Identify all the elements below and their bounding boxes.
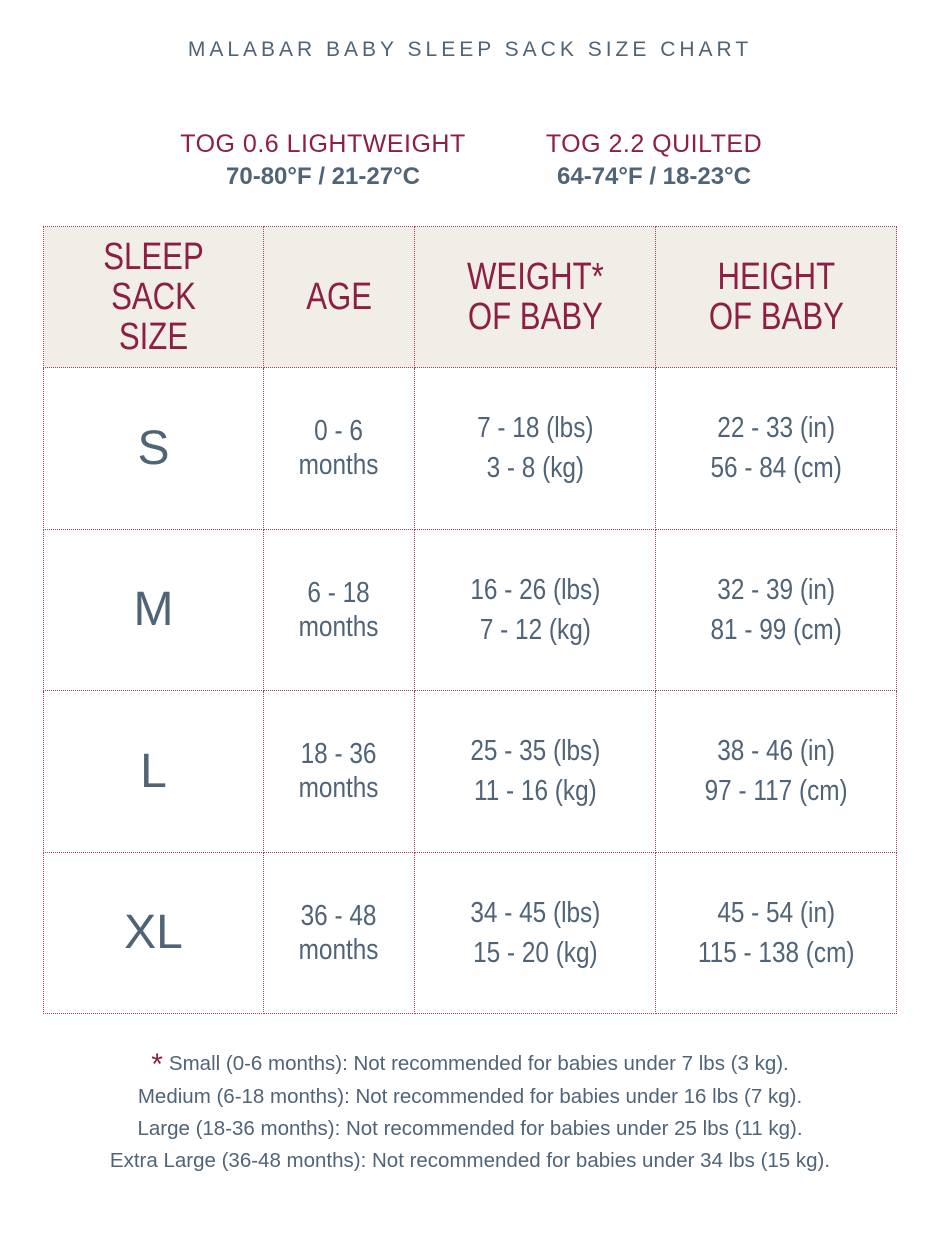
- weight-cell: 34 - 45 (lbs) 15 - 20 (kg): [415, 852, 656, 1014]
- height-cell: 38 - 46 (in) 97 - 117 (cm): [656, 691, 897, 853]
- tog-temp: 64-74°F / 18-23°C: [557, 163, 751, 190]
- size-label: L: [44, 691, 264, 853]
- table-row: [44, 852, 897, 1014]
- tog-temp: 70-80°F / 21-27°C: [226, 163, 420, 190]
- height-cell: 32 - 39 (in) 81 - 99 (cm): [656, 529, 897, 691]
- height-cell: 45 - 54 (in) 115 - 138 (cm): [656, 852, 897, 1014]
- table-row: [44, 529, 897, 691]
- header-weight: WEIGHT* OF BABY: [415, 227, 656, 368]
- age-cell: 6 - 18 months: [264, 529, 415, 691]
- footnote-line: * Small (0-6 months): Not recommended for babies under 7 lbs (3 kg).: [151, 1048, 789, 1081]
- age-cell: 36 - 48 months: [264, 852, 415, 1014]
- weight-cell: 7 - 18 (lbs) 3 - 8 (kg): [415, 368, 656, 530]
- footnotes: [0, 1048, 940, 1177]
- size-chart-table: [43, 226, 897, 1014]
- footnote-line: Extra Large (36-48 months): Not recommended for babies under 34 lbs (15 kg).: [109, 1149, 831, 1172]
- tog-quilted: [494, 130, 814, 191]
- page-title: MALABAR BABY SLEEP SACK SIZE CHART: [187, 38, 753, 61]
- table-row: [44, 368, 897, 530]
- weight-cell: 16 - 26 (lbs) 7 - 12 (kg): [415, 529, 656, 691]
- asterisk-mark: *: [151, 1048, 163, 1081]
- header-age: AGE: [264, 227, 415, 368]
- size-label: S: [44, 368, 264, 530]
- footnote-line: Large (18-36 months): Not recommended for babies under 25 lbs (11 kg).: [137, 1117, 803, 1140]
- header-height: HEIGHT OF BABY: [656, 227, 897, 368]
- age-cell: 18 - 36 months: [264, 691, 415, 853]
- header-sleep-sack-size: SLEEP SACK SIZE: [44, 227, 264, 368]
- size-label: XL: [44, 852, 264, 1014]
- size-label: M: [44, 529, 264, 691]
- footnote-line: Medium (6-18 months): Not recommended for babies under 16 lbs (7 kg).: [137, 1085, 803, 1108]
- age-cell: 0 - 6 months: [264, 368, 415, 530]
- weight-cell: 25 - 35 (lbs) 11 - 16 (kg): [415, 691, 656, 853]
- tog-lightweight: [163, 130, 483, 191]
- tog-name: TOG 0.6 LIGHTWEIGHT: [180, 130, 466, 158]
- tog-name: TOG 2.2 QUILTED: [545, 130, 763, 158]
- table-header-row: [44, 227, 897, 368]
- table-row: [44, 691, 897, 853]
- height-cell: 22 - 33 (in) 56 - 84 (cm): [656, 368, 897, 530]
